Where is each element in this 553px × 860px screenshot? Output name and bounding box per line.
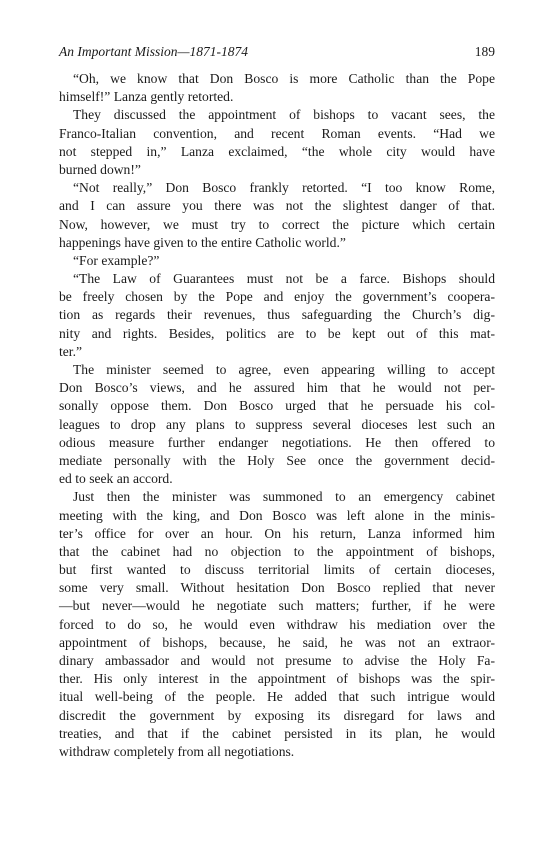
text-line: They discussed the appointment of bishops to vacant sees, the (73, 107, 495, 123)
text-line: himself!” Lanza gently retorted. (59, 89, 234, 105)
text-line: tion as regards their revenues, thus safeguarding the Church’s dig- (59, 307, 495, 323)
running-head (59, 44, 495, 66)
text-line: that the cabinet had no objection to the appointment of bishops, (59, 543, 495, 559)
page-number: 189 (474, 44, 495, 59)
text-line: ter’s office for over an hour. On his return, Lanza informed him (59, 525, 495, 541)
text-line: happenings have given to the entire Catholic world.” (59, 234, 346, 250)
text-line: mediate personally with the Holy See once the government decid- (59, 452, 495, 468)
text-line: dinary ambassador and would not presume to advise the Holy Fa- (59, 653, 495, 668)
text-line: forced to do so, he would even withdraw his mediation over the (59, 616, 495, 632)
text-line: Just then the minister was summoned to an emergency cabinet (73, 489, 495, 505)
body-text (59, 70, 495, 761)
text-line: —but never—would he negotiate such matters; further, if he were (59, 598, 495, 614)
text-line: Don Bosco’s views, and he assured him that he would not per- (59, 380, 495, 396)
text-line: treaties, and that if the cabinet persisted in its plan, he would (59, 725, 495, 741)
text-line: itual well-being of the people. He added that such intrigue would (59, 689, 495, 705)
text-line: “For example?” (73, 252, 160, 268)
text-line: “Oh, we know that Don Bosco is more Catholic than the Pope (73, 71, 495, 86)
text-line: odious measure further endanger negotiations. He then offered to (59, 434, 495, 450)
text-line: “The Law of Guarantees must not be a farce. Bishops should (73, 271, 495, 287)
text-line: nity and rights. Besides, politics are to be kept out of this mat- (59, 325, 495, 341)
text-line: sonally oppose them. Don Bosco urged that he persuade his col- (59, 398, 495, 414)
book-page (59, 44, 495, 761)
running-title: An Important Mission—1871-1874 (59, 44, 248, 59)
text-line: The minister seemed to agree, even appearing willing to accept (73, 362, 495, 377)
text-line: some very small. Without hesitation Don Bosco replied that never (59, 580, 495, 596)
text-line: withdraw completely from all negotiations. (59, 743, 295, 759)
text-line: ter.” (59, 343, 83, 359)
text-line: Now, however, we must try to correct the picture which certain (59, 216, 495, 232)
text-line: leagues to drop any plans to suppress several dioceses lest such an (59, 416, 495, 432)
text-line: not stepped in,” Lanza exclaimed, “the whole city would have (59, 143, 495, 159)
text-line: be freely chosen by the Pope and enjoy the government’s coopera- (59, 289, 495, 305)
text-line: Franco-Italian convention, and recent Roman events. “Had we (59, 125, 495, 141)
text-line: meeting with the king, and Don Bosco was left alone in the minis- (59, 507, 495, 523)
text-line: ed to seek an accord. (59, 471, 173, 487)
text-line: discredit the government by exposing its disregard for laws and (59, 707, 495, 723)
text-line: “Not really,” Don Bosco frankly retorted. “I too know Rome, (73, 180, 495, 196)
text-line: burned down!” (59, 161, 141, 177)
text-line: appointment of bishops, because, he said, he was not an extraor- (59, 634, 495, 650)
text-line: but first wanted to discuss territorial limits of certain dioceses, (59, 562, 495, 578)
text-line: and I can assure you there was not the slightest danger of that. (59, 198, 495, 214)
text-line: ther. His only interest in the appointment of bishops was the spir- (59, 671, 495, 687)
